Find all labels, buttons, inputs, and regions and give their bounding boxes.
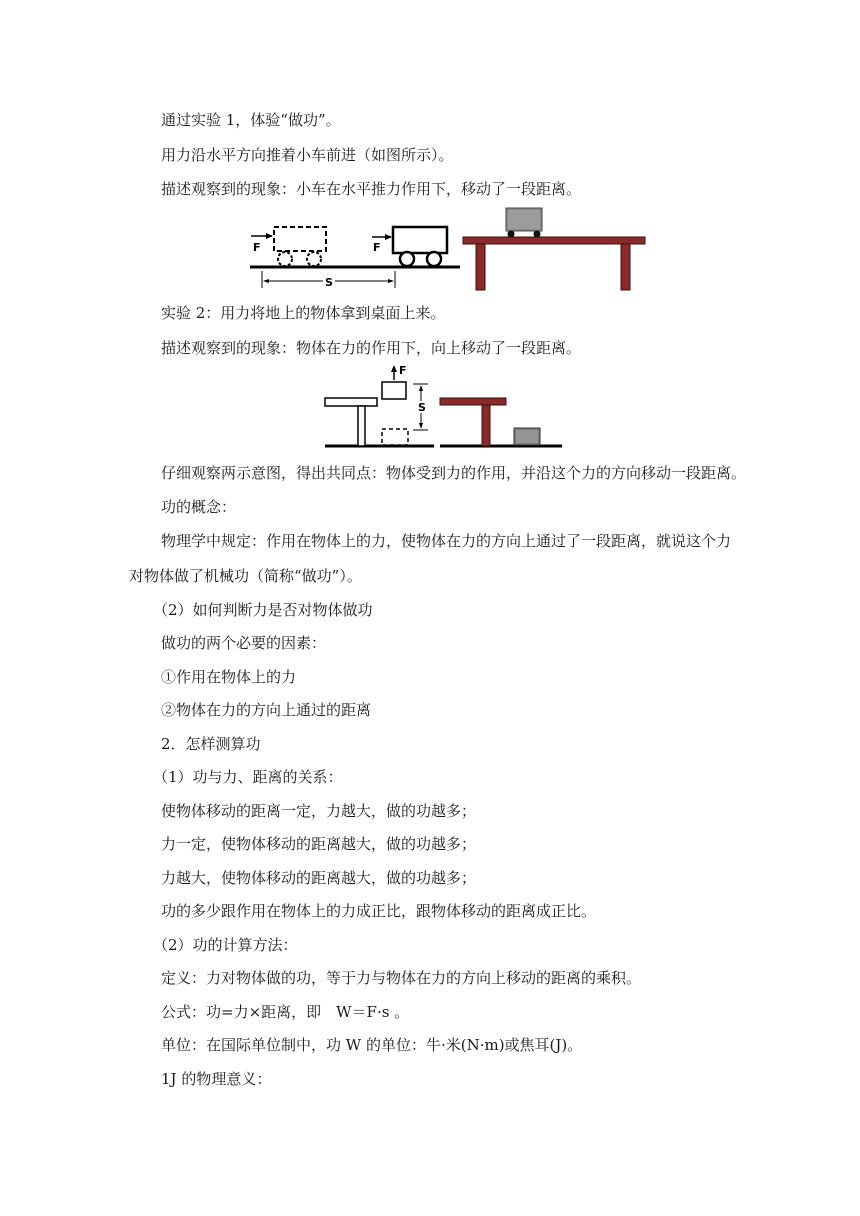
paragraph-relation-2: 力一定，使物体移动的距离越大，做的功越多； (161, 835, 477, 853)
paragraph-observation-1: 描述观察到的现象：小车在水平推力作用下，移动了一段距离。 (161, 180, 582, 198)
paragraph-relation-3: 力越大，使物体移动的距离越大，做的功越多； (161, 869, 477, 887)
paragraph-two-factors: 做功的两个必要的因素： (161, 634, 327, 652)
list-item-factor-2: ②物体在力的方向上通过的距离 (161, 701, 372, 719)
paragraph-definition-product: 定义：力对物体做的功，等于力与物体在力的方向上移动的距离的乘积。 (161, 969, 642, 987)
paragraph-push-cart: 用力沿水平方向推着小车前进（如图所示）。 (161, 146, 454, 164)
paragraph-proportional: 功的多少跟作用在物体上的力成正比，跟物体移动的距离成正比。 (161, 902, 597, 920)
paragraph-common-point: 仔细观察两示意图，得出共同点：物体受到力的作用，并沿这个力的方向移动一段距离。 (161, 464, 747, 482)
paragraph-definition-line-1: 物理学中规定：作用在物体上的力，使物体在力的方向上通过了一段距离，就说这个力 (161, 532, 732, 550)
paragraph-definition-line-2: 对物体做了机械功（简称“做功”）。 (129, 567, 362, 585)
list-item-factor-1: ①作用在物体上的力 (161, 668, 297, 686)
paragraph-observation-2: 描述观察到的现象：物体在力的作用下，向上移动了一段距离。 (161, 339, 582, 357)
paragraph-relation-1: 使物体移动的距离一定，力越大，做的功越多； (161, 802, 477, 820)
force-label-2: F (373, 241, 381, 254)
paragraph-unit: 单位：在国际单位制中，功 W 的单位：牛·米(N·m)或焦耳(J)。 (161, 1036, 583, 1054)
heading-relationship: （1）功与力、距离的关系： (153, 768, 343, 786)
paragraph-formula: 公式：功=力×距离，即 W＝F·s 。 (161, 1003, 410, 1021)
figure-lift-experiment (322, 362, 567, 450)
distance-label-s-vertical: S (418, 401, 426, 414)
paragraph-experiment-2: 实验 2：用力将地上的物体拿到桌面上来。 (161, 304, 446, 322)
paragraph-joule-meaning: 1J 的物理意义： (161, 1070, 272, 1088)
heading-how-to-judge: （2）如何判断力是否对物体做功 (153, 601, 373, 619)
force-label-1: F (253, 241, 261, 254)
heading-work-concept: 功的概念： (161, 498, 237, 516)
paragraph-experiment-1: 通过实验 1，体验“做功”。 (161, 111, 341, 129)
distance-label-s: S (325, 276, 333, 289)
force-label-up: F (399, 364, 407, 377)
heading-calculation: （2）功的计算方法： (153, 936, 298, 954)
heading-measure-work: 2．怎样测算功 (161, 735, 261, 753)
figure-cart-experiment (245, 206, 650, 294)
